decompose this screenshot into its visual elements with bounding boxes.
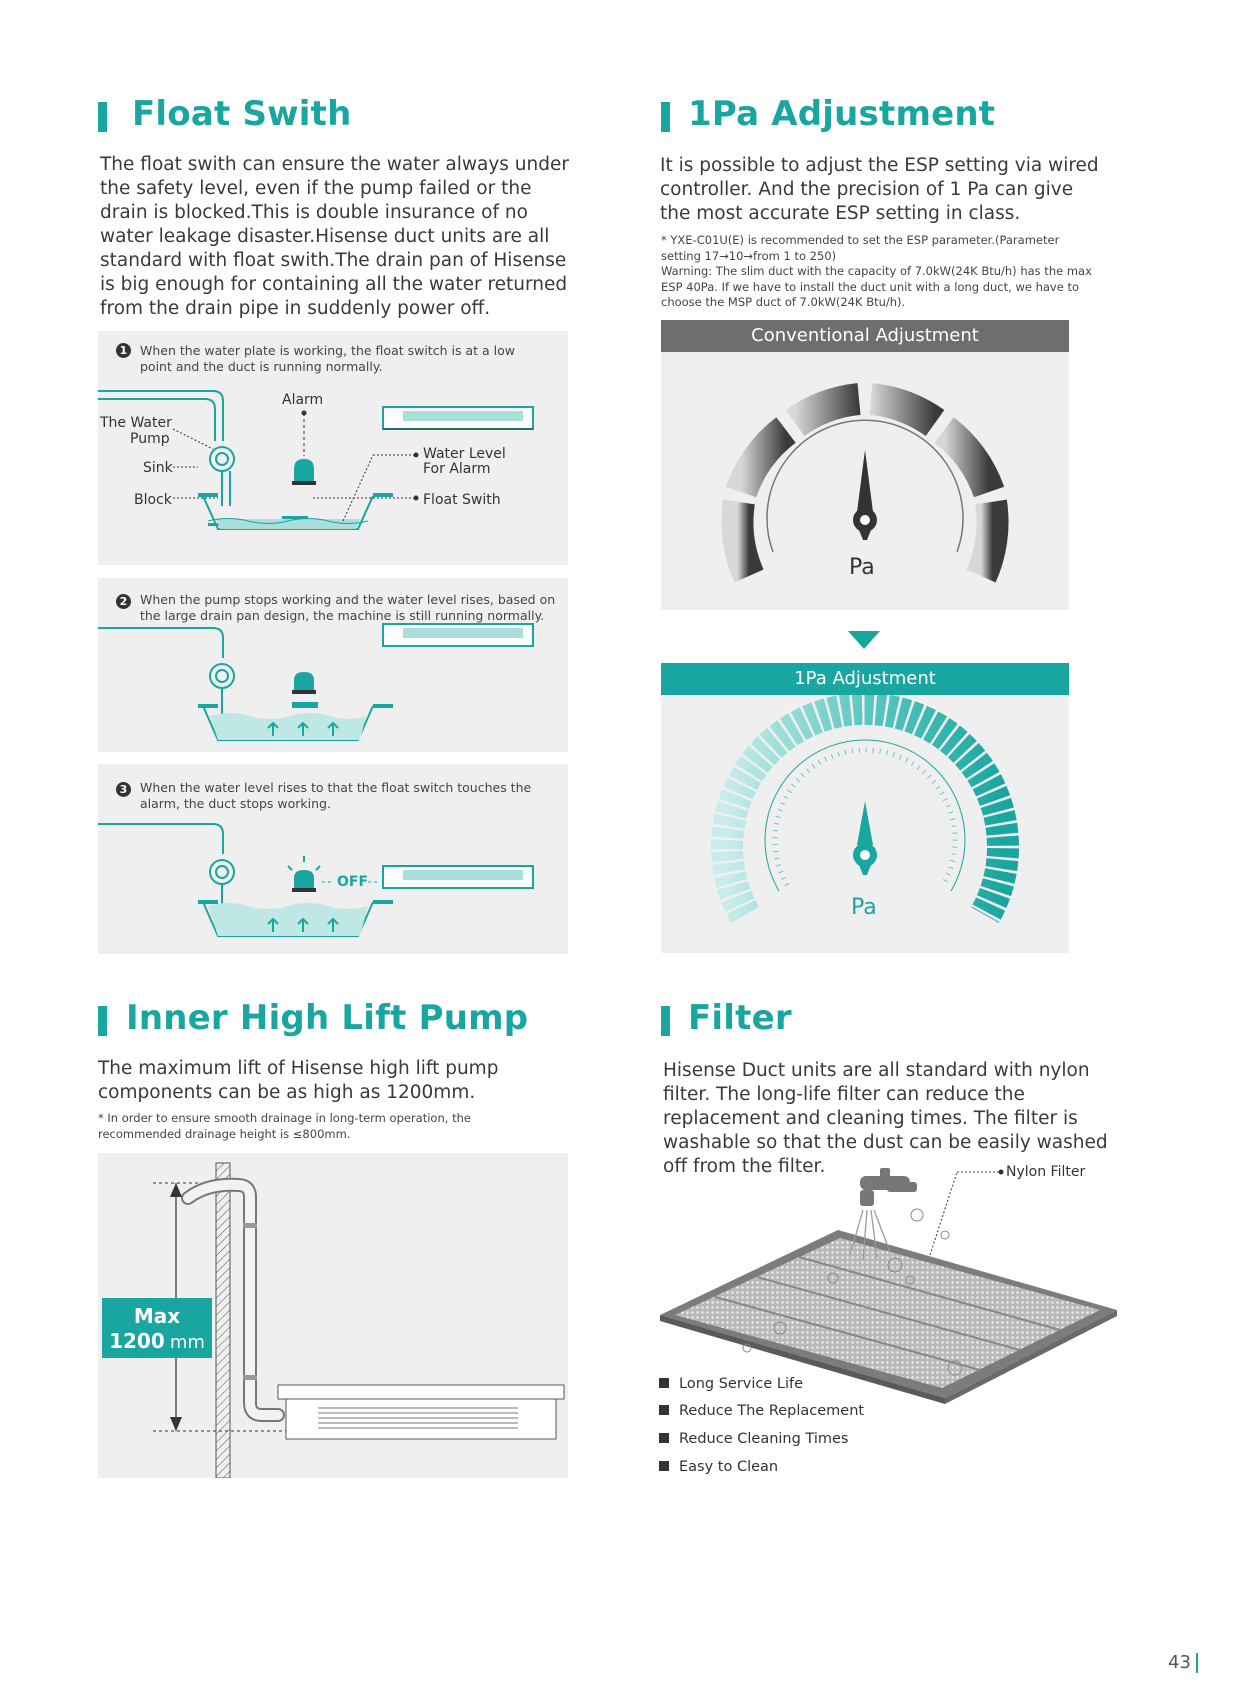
filter-illustration xyxy=(655,1160,1125,1410)
max-unit: mm xyxy=(169,1332,205,1353)
down-arrow-icon xyxy=(848,631,880,649)
water-level-label-line1: Water Level xyxy=(423,446,506,462)
alarm-label: Alarm xyxy=(282,392,324,408)
filter-bullet: Reduce Cleaning Times xyxy=(659,1431,848,1447)
lift-pump-body: The maximum lift of Hisense high lift pump components can be as high as 1200mm. xyxy=(98,1058,499,1103)
section-marker xyxy=(98,1006,107,1036)
float-swith-label: Float Swith xyxy=(423,492,501,508)
step-2-text: When the pump stops working and the water level rises, based on the large drain pan design, the machine is still running normally. xyxy=(140,592,556,623)
adjust-unit: Pa xyxy=(851,895,877,920)
step-3-text: When the water level rises to that the float switch touches the alarm, the duct stops working. xyxy=(140,780,532,811)
pump-label-line1: The Water xyxy=(100,415,172,431)
section-marker xyxy=(98,102,107,132)
filter-bullet: Reduce The Replacement xyxy=(659,1403,864,1419)
float-step-3-diagram xyxy=(98,764,568,954)
filter-body: Hisense Duct units are all standard with nylon filter. The long-life filter can reduce the replacement and cleaning times. The filter is washable so that the dust can be easily washed off from the filter. xyxy=(663,1060,1108,1177)
float-switch-body: The float swith can ensure the water always under the safety level, even if the pump failed or the drain is blocked.This is double insurance of no water leakage disaster.Hisense duct units are all standard with float swith.The drain pan of Hisense is big enough for containing all the water returned from the drain pipe in suddenly power off. xyxy=(100,154,569,319)
block-label: Block xyxy=(134,492,172,508)
adjust-gauge-panel xyxy=(661,695,1069,953)
float-step-3-panel xyxy=(98,764,568,954)
step-1-text: When the water plate is working, the float switch is at a low point and the duct is running normally. xyxy=(140,343,515,374)
pa-note-2: Warning: The slim duct with the capacity of 7.0kW(24K Btu/h) has the max ESP 40Pa. If we have to install the duct unit with a long duct, we have to choose the MSP duct of 7.0kW(24K Btu/h). xyxy=(661,264,1092,309)
nylon-filter-label: Nylon Filter xyxy=(1006,1164,1086,1180)
page-number-bar xyxy=(1196,1653,1198,1673)
adjust-header: 1Pa Adjustment xyxy=(661,663,1069,695)
sink-label: Sink xyxy=(143,460,173,476)
float-switch-title: Float Swith xyxy=(132,94,352,134)
float-step-1-panel xyxy=(98,331,568,565)
filter-title: Filter xyxy=(688,998,792,1038)
lift-pump-panel xyxy=(98,1153,568,1478)
pa-adjustment-body: It is possible to adjust the ESP setting via wired controller. And the precision of 1 Pa can give the most accurate ESP setting in class. xyxy=(660,155,1099,224)
step-3-number: 3 xyxy=(116,782,131,797)
section-marker xyxy=(661,1006,670,1036)
off-label: OFF xyxy=(337,874,369,890)
max-value-line xyxy=(102,1329,212,1355)
section-marker xyxy=(661,102,670,132)
filter-bullet: Easy to Clean xyxy=(659,1459,778,1475)
filter-bullet: Long Service Life xyxy=(659,1376,803,1392)
max-label: Max xyxy=(133,1304,181,1328)
pa-note-1: * YXE-C01U(E) is recommended to set the ESP parameter.(Parameter setting 17→10→from 1 to 250) xyxy=(661,233,1060,263)
page-number: 43 xyxy=(1168,1652,1191,1673)
conventional-unit: Pa xyxy=(849,555,875,580)
lift-pump-note: * In order to ensure smooth drainage in long-term operation, the recommended drainage height is ≤800mm. xyxy=(98,1111,471,1141)
water-level-label-line2: For Alarm xyxy=(423,461,491,477)
float-step-2-diagram xyxy=(98,578,568,752)
max-height-badge xyxy=(102,1298,212,1358)
step-1-number: 1 xyxy=(116,343,131,358)
max-value: 1200 xyxy=(109,1329,165,1353)
conventional-gauge-panel xyxy=(661,352,1069,610)
pump-label-line2: Pump xyxy=(130,431,170,447)
conventional-header: Conventional Adjustment xyxy=(661,320,1069,352)
pa-adjustment-title: 1Pa Adjustment xyxy=(688,94,996,134)
lift-pump-title: Inner High Lift Pump xyxy=(126,998,529,1038)
float-step-2-panel xyxy=(98,578,568,752)
step-2-number: 2 xyxy=(116,594,131,609)
